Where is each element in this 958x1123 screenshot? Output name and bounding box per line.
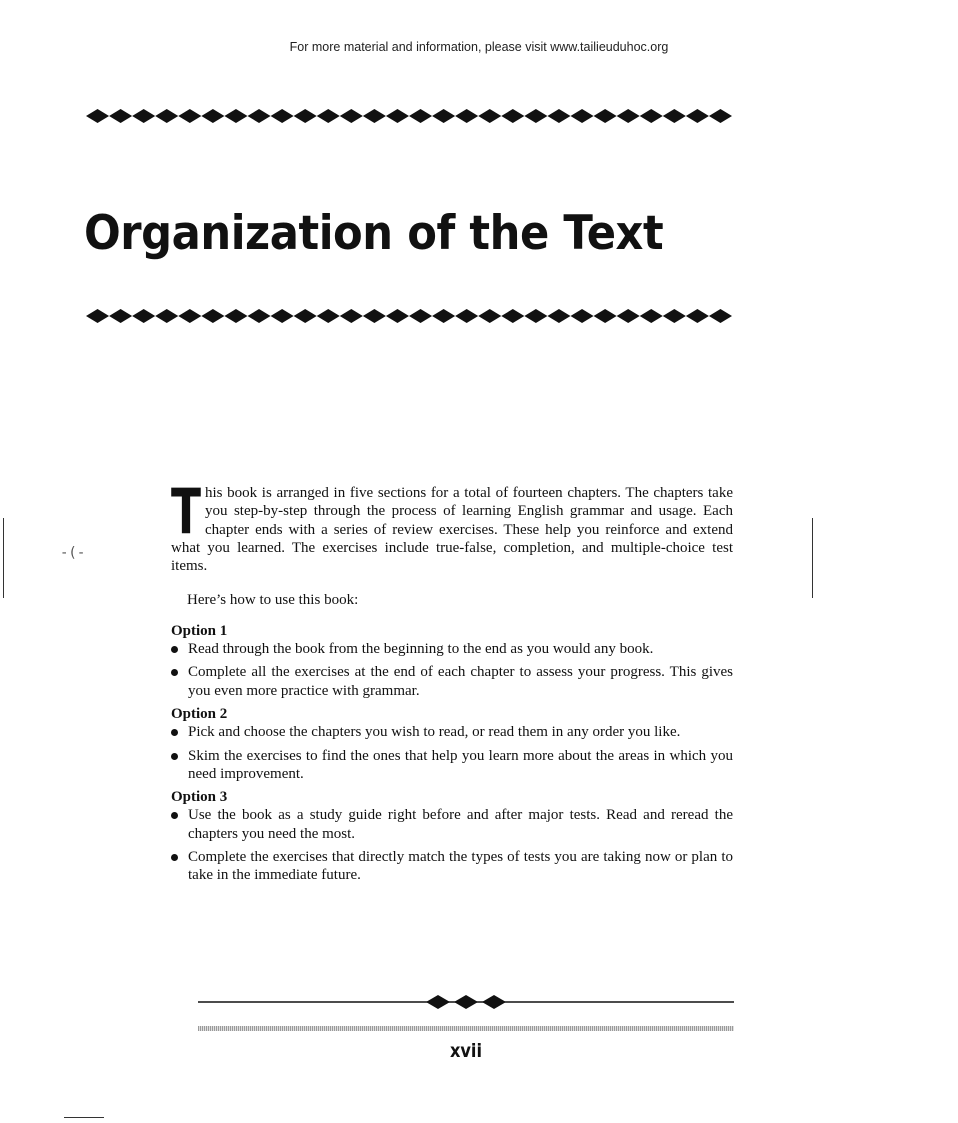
rule-diamond [663, 109, 686, 123]
list-item-text: Complete the exercises that directly match the types of tests you are taking now or plan to take in the immediate future. [188, 849, 733, 884]
rule-diamond [571, 109, 594, 123]
page-number: xvii [449, 1040, 483, 1062]
rule-diamond [86, 309, 109, 323]
rule-diamond [617, 309, 640, 323]
rule-diamond [363, 309, 386, 323]
option-list [171, 723, 733, 783]
chapter-title: Organization of the Text [84, 206, 664, 261]
rule-diamond [132, 109, 155, 123]
rule-diamond [501, 109, 524, 123]
rule-diamond [524, 309, 547, 323]
rule-diamond [386, 309, 409, 323]
body-text [171, 475, 733, 890]
how-to-line: Here’s how to use this book: [187, 592, 359, 609]
option-list [171, 806, 733, 884]
left-edge-line [3, 518, 4, 598]
header-note: For more material and information, please visit www.tailieuduhoc.org [289, 40, 669, 54]
rule-diamond [709, 309, 732, 323]
diamond-rule-bottom [86, 306, 732, 326]
rule-diamond [271, 309, 294, 323]
rule-diamond [155, 309, 178, 323]
list-item [171, 747, 733, 784]
rule-diamond [340, 309, 363, 323]
dropcap-glyph: T [171, 475, 201, 548]
rule-diamond [294, 109, 317, 123]
bottom-crop-tick [64, 1117, 104, 1118]
bullet-icon [171, 646, 178, 653]
option-3 [171, 788, 733, 884]
footer-diamond [482, 995, 506, 1009]
diamond-rule-bottom-graphic [86, 306, 732, 326]
list-item [171, 806, 733, 843]
list-item-text: Skim the exercises to find the ones that help you learn more about the areas in which you need improvement. [188, 747, 733, 782]
rule-diamond [248, 309, 271, 323]
rule-diamond [455, 309, 478, 323]
rule-diamond [547, 309, 570, 323]
rule-diamond [432, 309, 455, 323]
rule-diamond [617, 109, 640, 123]
rule-diamond [547, 109, 570, 123]
footer-hatch-bar [198, 1026, 734, 1031]
rule-diamond [709, 109, 732, 123]
option-list [171, 640, 733, 700]
rule-diamond [178, 109, 201, 123]
diamond-rule-top-graphic [86, 106, 732, 126]
option-1 [171, 622, 733, 700]
footer-diamond [454, 995, 478, 1009]
rule-diamond [501, 309, 524, 323]
rule-diamond [409, 109, 432, 123]
rule-diamond [524, 109, 547, 123]
rule-diamond [386, 109, 409, 123]
rule-diamond [363, 109, 386, 123]
rule-diamond [640, 309, 663, 323]
list-item-text: Use the book as a study guide right before and after major tests. Read and reread the chapters you need the most. [188, 807, 733, 842]
option-heading: Option 2 [171, 705, 228, 722]
list-item-text: Pick and choose the chapters you wish to read, or read them in any order you like. [188, 724, 681, 741]
rule-diamond [478, 309, 501, 323]
bullet-icon [171, 812, 178, 819]
option-2 [171, 705, 733, 783]
dropcap-letter [171, 475, 201, 548]
intro-text: his book is arranged in five sections for a total of fourteen chapters. The chapters take you step-by-step through the process of learning English grammar and usage. Each chapter ends with a series of review exercises. These help you reinforce and extend what you learned. The exercises include true-false, completion, and multiple-choice test items. [171, 485, 733, 575]
bullet-icon [171, 729, 178, 736]
rule-diamond [201, 309, 224, 323]
rule-diamond [409, 309, 432, 323]
list-item [171, 723, 733, 741]
rule-diamond [340, 109, 363, 123]
rule-diamond [317, 309, 340, 323]
rule-diamond [178, 309, 201, 323]
rule-diamond [594, 109, 617, 123]
rule-diamond [571, 309, 594, 323]
rule-diamond [686, 309, 709, 323]
rule-diamond [640, 109, 663, 123]
bullet-icon [171, 854, 178, 861]
intro-paragraph [171, 475, 733, 575]
rule-diamond [155, 109, 178, 123]
list-item [171, 640, 733, 658]
bullet-icon [171, 669, 178, 676]
diamond-rule-top [86, 106, 732, 126]
rule-diamond [201, 109, 224, 123]
rule-diamond [663, 309, 686, 323]
rule-diamond [432, 109, 455, 123]
rule-diamond [317, 109, 340, 123]
bullet-icon [171, 753, 178, 760]
rule-diamond [109, 109, 132, 123]
rule-diamond [271, 109, 294, 123]
rule-diamond [248, 109, 271, 123]
right-edge-line [812, 518, 813, 598]
rule-diamond [478, 109, 501, 123]
rule-diamond [686, 109, 709, 123]
list-item-text: Read through the book from the beginning to the end as you would any book. [188, 641, 654, 658]
footer-diamond [426, 995, 450, 1009]
rule-diamond [132, 309, 155, 323]
rule-diamond [294, 309, 317, 323]
list-item [171, 663, 733, 700]
rule-diamond [594, 309, 617, 323]
footer-diamond-rule [198, 992, 734, 1012]
margin-crop-mark: -(- [60, 545, 86, 561]
rule-diamond [455, 109, 478, 123]
option-heading: Option 1 [171, 622, 228, 639]
rule-diamond [224, 109, 247, 123]
rule-diamond [86, 109, 109, 123]
rule-diamond [109, 309, 132, 323]
list-item [171, 848, 733, 885]
option-heading: Option 3 [171, 789, 228, 806]
list-item-text: Complete all the exercises at the end of each chapter to assess your progress. This gives you even more practice with grammar. [188, 664, 733, 699]
rule-diamond [224, 309, 247, 323]
